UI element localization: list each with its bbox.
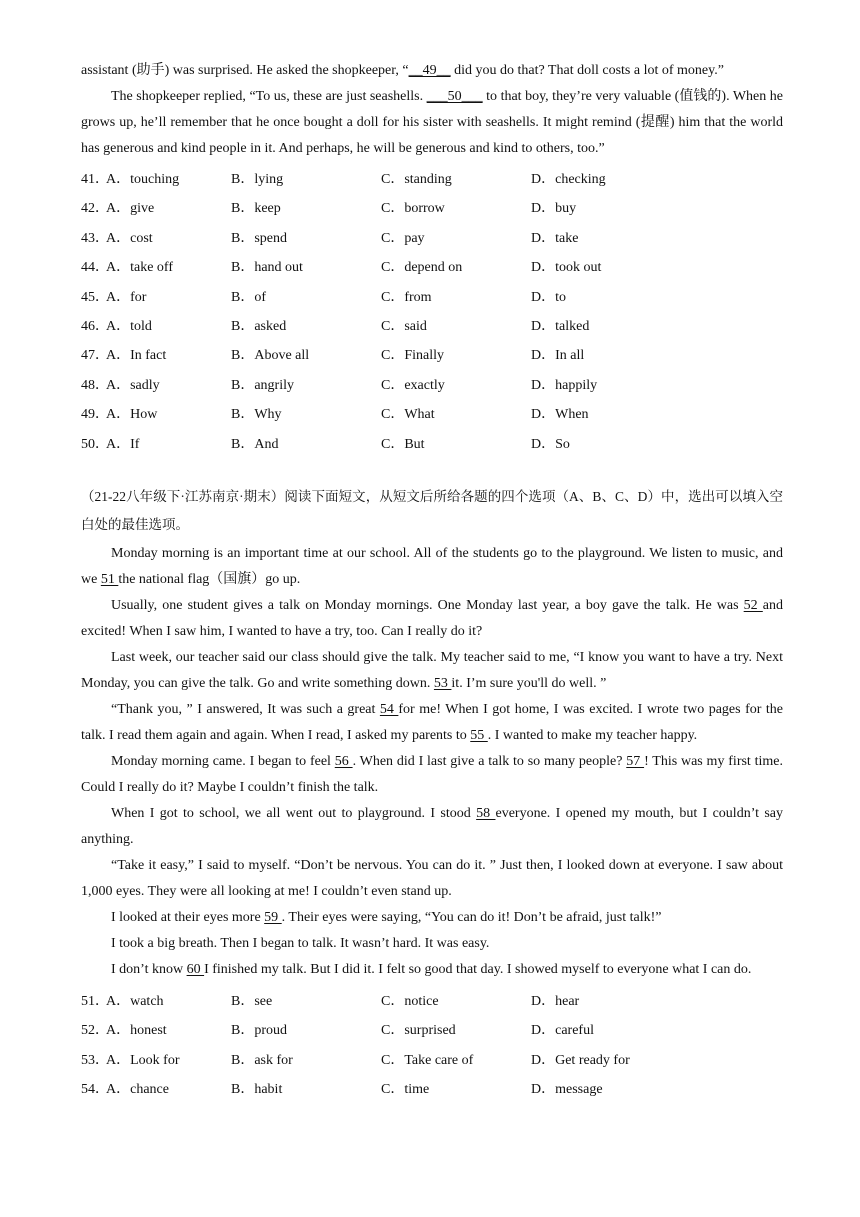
option-a: A．How [106, 407, 158, 423]
text-run: everyone. I opened my mouth, but I couldn’t say anything. [81, 805, 784, 847]
option-a: A．watch [106, 993, 164, 1009]
text-run: ! This was my first time. Could I really do it? Maybe I couldn’t finish the talk. [81, 753, 784, 795]
answer-blank: 60 [186, 961, 205, 977]
question-number: 41． [81, 172, 109, 187]
paragraph [81, 84, 783, 162]
option-d: D．message [531, 1082, 603, 1098]
text-run: Monday morning came. I began to feel [111, 753, 335, 769]
question-option-row [81, 253, 783, 282]
text-run: . When did I last give a talk to so many people? [352, 753, 627, 769]
option-c: C．time [381, 1082, 430, 1098]
question-option-row [81, 194, 783, 223]
option-b: B．hand out [231, 260, 303, 276]
text-run: I don’t know [111, 961, 187, 977]
option-c: C．said [381, 318, 427, 334]
option-d: D．checking [531, 172, 606, 187]
question-number: 44． [81, 260, 109, 276]
text-run: Usually, one student gives a talk on Monday mornings. One Monday last year, a boy gave the talk. He was [111, 597, 744, 613]
question-option-row [81, 400, 783, 429]
section-instructions: （21-22八年级下·江苏南京·期末）阅读下面短文，从短文后所给各题的四个选项（A、B、C、D）中，选出可以填入空白处的最佳选项。 [81, 488, 783, 532]
question-number: 45． [81, 289, 109, 305]
question-number: 51． [81, 993, 109, 1009]
option-b: B．see [231, 993, 273, 1009]
option-d: D．Get ready for [531, 1052, 630, 1068]
question-option-row [81, 371, 783, 400]
option-a: A．touching [106, 172, 180, 187]
option-c: C．notice [381, 993, 439, 1009]
answer-blank: 57 [626, 753, 645, 769]
option-d: D．took out [531, 260, 602, 276]
question-option-row [81, 987, 783, 1016]
option-b: B．spend [231, 230, 287, 246]
paragraph [81, 905, 783, 931]
answer-blank: 55 [470, 727, 488, 743]
question-option-row [81, 224, 783, 253]
document-page [81, 58, 783, 1104]
option-d: D．In all [531, 348, 585, 364]
section-gap [81, 459, 783, 483]
option-a: A．honest [106, 1023, 167, 1039]
question-option-row [81, 283, 783, 312]
text-run: the national flag（国旗）go up. [118, 571, 301, 587]
option-b: B．lying [231, 172, 284, 187]
option-d: D．take [531, 230, 579, 246]
option-c: C．pay [381, 230, 425, 246]
question-number: 49． [81, 407, 109, 423]
text-run: I looked at their eyes more [111, 909, 265, 925]
text-run: Monday morning is an important time at our school. All of the students go to the playground. We listen to music, and we [81, 545, 783, 587]
text-run: it. I’m sure you'll do well. ” [451, 675, 607, 691]
option-c: C．But [381, 436, 425, 452]
option-d: D．hear [531, 993, 580, 1009]
option-d: D．talked [531, 318, 590, 334]
text-run: Last week, our teacher said our class should give the talk. My teacher said to me, “I know you want to have a try. Next Monday, you can give the talk. Go and write something down. [81, 649, 783, 691]
paragraph [81, 801, 783, 853]
option-a: A．If [106, 436, 140, 452]
option-a: A．take off [106, 260, 173, 276]
answer-blank: ___50___ [426, 89, 483, 104]
option-b: B．keep [231, 201, 281, 217]
text-run: The shopkeeper replied, “To us, these are just seashells. [111, 89, 427, 104]
paragraph [81, 749, 783, 801]
option-d: D．careful [531, 1023, 594, 1039]
answer-blank: 56 [334, 753, 353, 769]
question-number: 43． [81, 230, 109, 246]
answer-blank: 54 [379, 701, 399, 717]
paragraph [81, 853, 783, 905]
text-run: . I wanted to make my teacher happy. [487, 727, 698, 743]
question-number: 47． [81, 348, 109, 364]
option-d: D．happily [531, 377, 598, 393]
options-41-50 [81, 165, 783, 459]
option-a: A．cost [106, 230, 153, 246]
text-run: . Their eyes were saying, “You can do it! Don’t be afraid, just talk!” [281, 909, 662, 925]
question-number: 53． [81, 1052, 109, 1068]
option-a: A．told [106, 318, 152, 334]
option-d: D．to [531, 289, 566, 305]
option-b: B．Above all [231, 348, 310, 364]
answer-blank: 59 [264, 909, 282, 925]
text-run: I took a big breath. Then I began to talk. It wasn’t hard. It was easy. [111, 935, 490, 951]
option-c: C．Take care of [381, 1052, 474, 1068]
text-run: “Take it easy,” I said to myself. “Don’t be nervous. You can do it. ” Just then, I looked down at everyone. I saw about 1,000 eyes. They were all looking at me! I couldn’t even stand up. [81, 857, 783, 899]
question-number: 48． [81, 377, 109, 393]
option-c: C．Finally [381, 348, 445, 364]
paragraph [81, 697, 783, 749]
question-number: 50． [81, 436, 109, 452]
paragraph [81, 541, 783, 593]
options-51-54 [81, 987, 783, 1105]
option-c: C．borrow [381, 201, 445, 217]
answer-blank: 58 [476, 805, 496, 821]
question-option-row [81, 165, 783, 194]
option-a: A．sadly [106, 377, 160, 393]
option-c: C．depend on [381, 260, 463, 276]
option-c: C．standing [381, 172, 452, 187]
answer-blank: 52 [743, 597, 763, 613]
option-a: A．In fact [106, 348, 167, 364]
story-continuation [81, 58, 783, 162]
question-number: 54． [81, 1082, 109, 1098]
option-c: C．surprised [381, 1023, 456, 1039]
question-option-row [81, 312, 783, 341]
option-d: D．buy [531, 201, 577, 217]
paragraph [81, 645, 783, 697]
option-c: C．exactly [381, 377, 445, 393]
answer-blank: 51 [100, 571, 119, 587]
answer-blank: 53 [433, 675, 452, 691]
text-run: “Thank you, ” I answered, It was such a great [111, 701, 380, 717]
option-c: C．from [381, 289, 432, 305]
option-b: B．proud [231, 1023, 287, 1039]
option-a: A．chance [106, 1082, 169, 1098]
question-option-row [81, 1075, 783, 1104]
text-run: and excited! When I saw him, I wanted to have a try, too. Can I really do it? [81, 597, 784, 639]
option-a: A．for [106, 289, 147, 305]
text-run: When I got to school, we all went out to playground. I stood [111, 805, 477, 821]
option-c: C．What [381, 407, 435, 423]
text-run: did you do that? That doll costs a lot of money.” [450, 63, 724, 78]
question-number: 46． [81, 318, 109, 334]
option-b: B．angrily [231, 377, 294, 393]
question-option-row [81, 341, 783, 370]
option-a: A．Look for [106, 1052, 180, 1068]
question-option-row [81, 1016, 783, 1045]
question-number: 42． [81, 201, 109, 217]
option-a: A．give [106, 201, 155, 217]
option-b: B．Why [231, 407, 282, 423]
option-d: D．When [531, 407, 589, 423]
option-b: B．ask for [231, 1052, 293, 1068]
option-b: B．habit [231, 1082, 283, 1098]
option-b: B．of [231, 289, 266, 305]
option-d: D．So [531, 436, 570, 452]
paragraph [81, 593, 783, 645]
paragraph [81, 957, 783, 983]
paragraph [81, 931, 783, 957]
answer-blank: __49__ [408, 63, 451, 78]
question-option-row [81, 1046, 783, 1075]
text-run: for me! When I got home, I was excited. I wrote two pages for the talk. I read them again and again. When I read, I asked my parents to [81, 701, 783, 743]
question-option-row [81, 430, 783, 459]
text-run: to that boy, they’re very valuable (值钱的). When he grows up, he’ll remember that he once bought a doll for his sister with seashells. It might remind (提醒) him that the world has generous and kind people in it. And perhaps, he will be generous and kind to others, too.” [81, 89, 783, 156]
question-number: 52． [81, 1023, 109, 1039]
option-b: B．And [231, 436, 279, 452]
option-b: B．asked [231, 318, 287, 334]
text-run: I finished my talk. But I did it. I felt so good that day. I showed myself to everyone what I can do. [204, 961, 752, 977]
paragraph [81, 58, 783, 84]
text-run: assistant (助手) was surprised. He asked the shopkeeper, “ [81, 63, 409, 78]
story-monday-talk [81, 541, 783, 983]
